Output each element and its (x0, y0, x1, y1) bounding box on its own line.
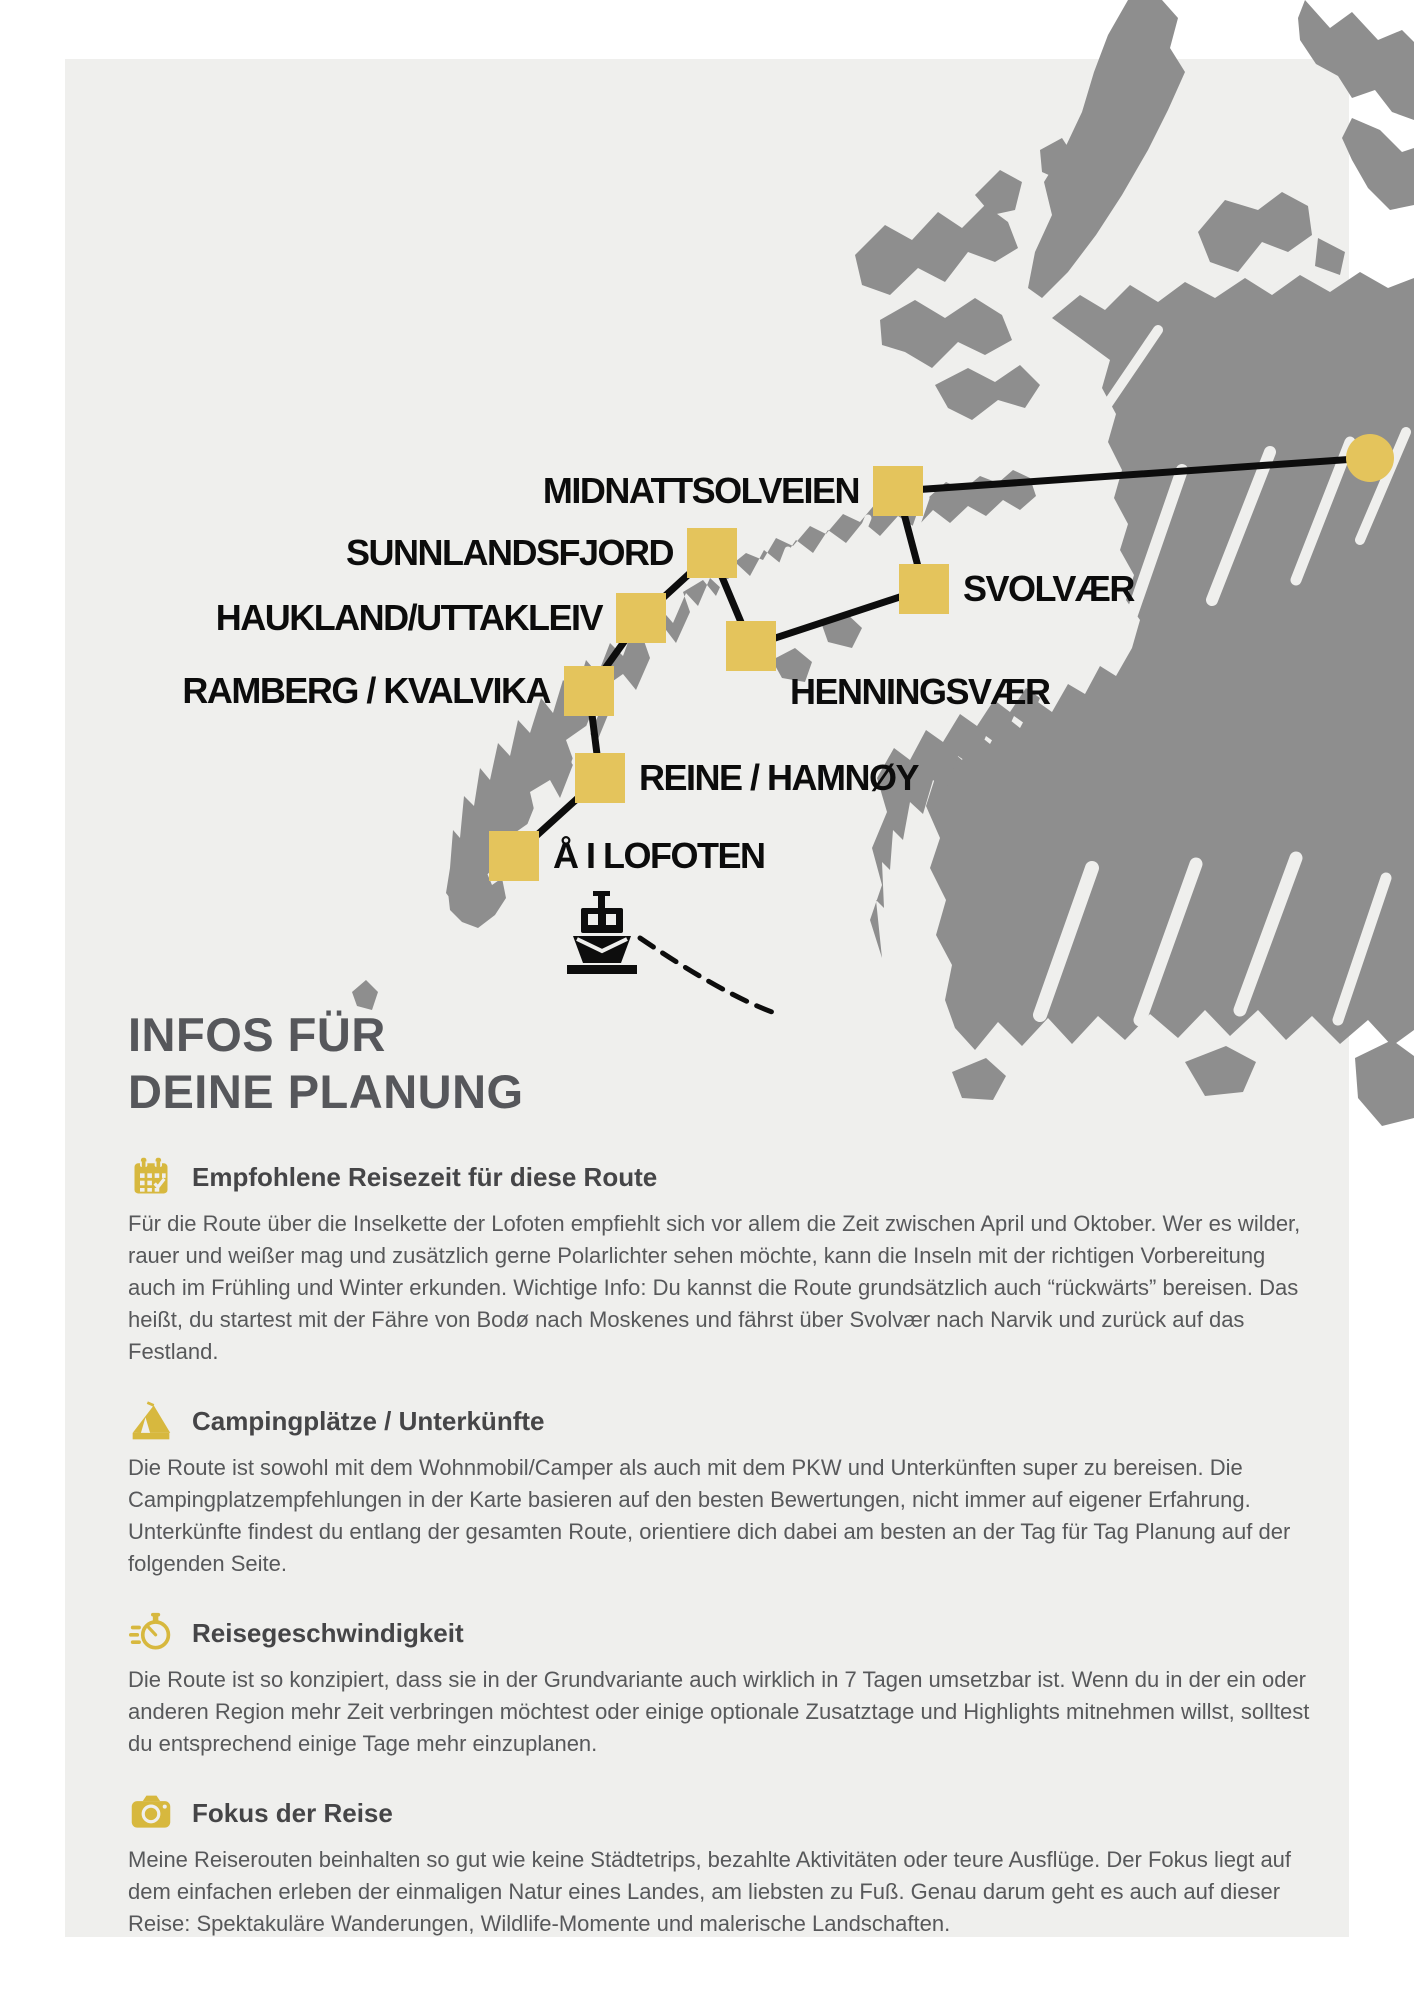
info-section-campingpl-tze-unterk-nfte (128, 1398, 1313, 1580)
section-body-text: Meine Reiserouten beinhalten so gut wie keine Städtetrips, bezahlte Aktivitäten oder teure Ausflüge. Der Fokus liegt auf dem einfachen erleben der einmaligen Natur eines Landes, am liebsten zu Fuß. Genau darum geht es auch auf dieser Reise: Spektakuläre Wanderungen, Wildlife-Momente und malerische Landschaften. (128, 1847, 1292, 1936)
calendar-icon (128, 1154, 174, 1200)
page-title (128, 1006, 1313, 1120)
section-title: Reisegeschwindigkeit (192, 1617, 464, 1648)
planning-info (128, 1006, 1313, 1940)
map-marker-reine-hamn-y (575, 753, 625, 803)
tent-icon (128, 1398, 174, 1444)
section-title: Fokus der Reise (192, 1797, 393, 1828)
page-title-line1: INFOS FÜR (128, 1008, 386, 1061)
map-station-label-midnattsolveien: MIDNATTSOLVEIEN (542, 470, 859, 511)
map-station-label-svolv-r: SVOLVÆR (963, 568, 1134, 609)
info-section-fokus-der-reise (128, 1790, 1313, 1940)
section-header (128, 1398, 1313, 1444)
ferry-boat-icon (567, 891, 637, 974)
map-station-label-henningsv-r: HENNINGSVÆR (790, 671, 1050, 712)
info-section-empfohlene-reisezeit-f-r-diese-route (128, 1154, 1313, 1368)
page-title-line2: DEINE PLANUNG (128, 1065, 524, 1118)
section-header (128, 1610, 1313, 1656)
info-sections (128, 1154, 1313, 1940)
section-header (128, 1790, 1313, 1836)
map-marker-midnattsolveien (873, 466, 923, 516)
map-marker-haukland-uttakleiv (616, 593, 666, 643)
info-section-reisegeschwindigkeit (128, 1610, 1313, 1760)
map-station-label-i-lofoten: Å I LOFOTEN (553, 835, 765, 876)
stopwatch-icon (128, 1610, 174, 1656)
section-body-text: Für die Route über die Inselkette der Lofoten empfiehlt sich vor allem die Zeit zwischen April und Oktober. Wer es wilder, rauer und weißer mag und zusätzlich gerne Polarlichter sehen möchte, kann die Inseln mit der richtigen Vorbereitung auch im Frühling und Winter erkunden. Wichtige Info: Du kannst die Route grundsätzlich auch “rückwärts” bereisen. Das heißt, du startest mit der Fähre von Bodø nach Moskenes und fährst über Svolvær nach Narvik und zurück auf das Festland. (128, 1211, 1301, 1364)
section-body-text: Die Route ist sowohl mit dem Wohnmobil/Camper als auch mit dem PKW und Unterkünften super zu bereisen. Die Campingplatzempfehlungen in der Karte basieren auf den besten Bewertungen, nicht immer auf eigener Erfahrung. Unterkünfte findest du entlang der gesamten Route, orientiere dich dabei am besten an der Tag für Tag Planung auf der folgenden Seite. (128, 1455, 1291, 1576)
section-body-text: Die Route ist so konzipiert, dass sie in der Grundvariante auch wirklich in 7 Tagen umsetzbar ist. Wenn du in der ein oder anderen Region mehr Zeit verbringen möchtest oder einige optionale Zusatztage und Highlights mitnehmen willst, solltest du entsprechend einige Tage mehr einzuplanen. (128, 1667, 1310, 1756)
section-header (128, 1154, 1313, 1200)
camera-icon (128, 1790, 174, 1836)
section-title: Campingplätze / Unterkünfte (192, 1405, 545, 1436)
section-title: Empfohlene Reisezeit für diese Route (192, 1161, 658, 1192)
map-marker-svolv-r (899, 564, 949, 614)
map-station-label-reine-hamn-y: REINE / HAMNØY (639, 757, 919, 798)
ferry-route-dashed-line (640, 938, 772, 1012)
map-marker-i-lofoten (489, 831, 539, 881)
map-station-label-haukland-uttakleiv: HAUKLAND/UTTAKLEIV (215, 597, 602, 638)
map-marker-henningsv-r (726, 621, 776, 671)
map-marker-ramberg-kvalvika (564, 666, 614, 716)
map-station-label-ramberg-kvalvika: RAMBERG / KVALVIKA (182, 670, 550, 711)
route-end-point (1346, 434, 1394, 482)
map-marker-sunnlandsfjord (687, 528, 737, 578)
map-station-label-sunnlandsfjord: SUNNLANDSFJORD (345, 532, 673, 573)
